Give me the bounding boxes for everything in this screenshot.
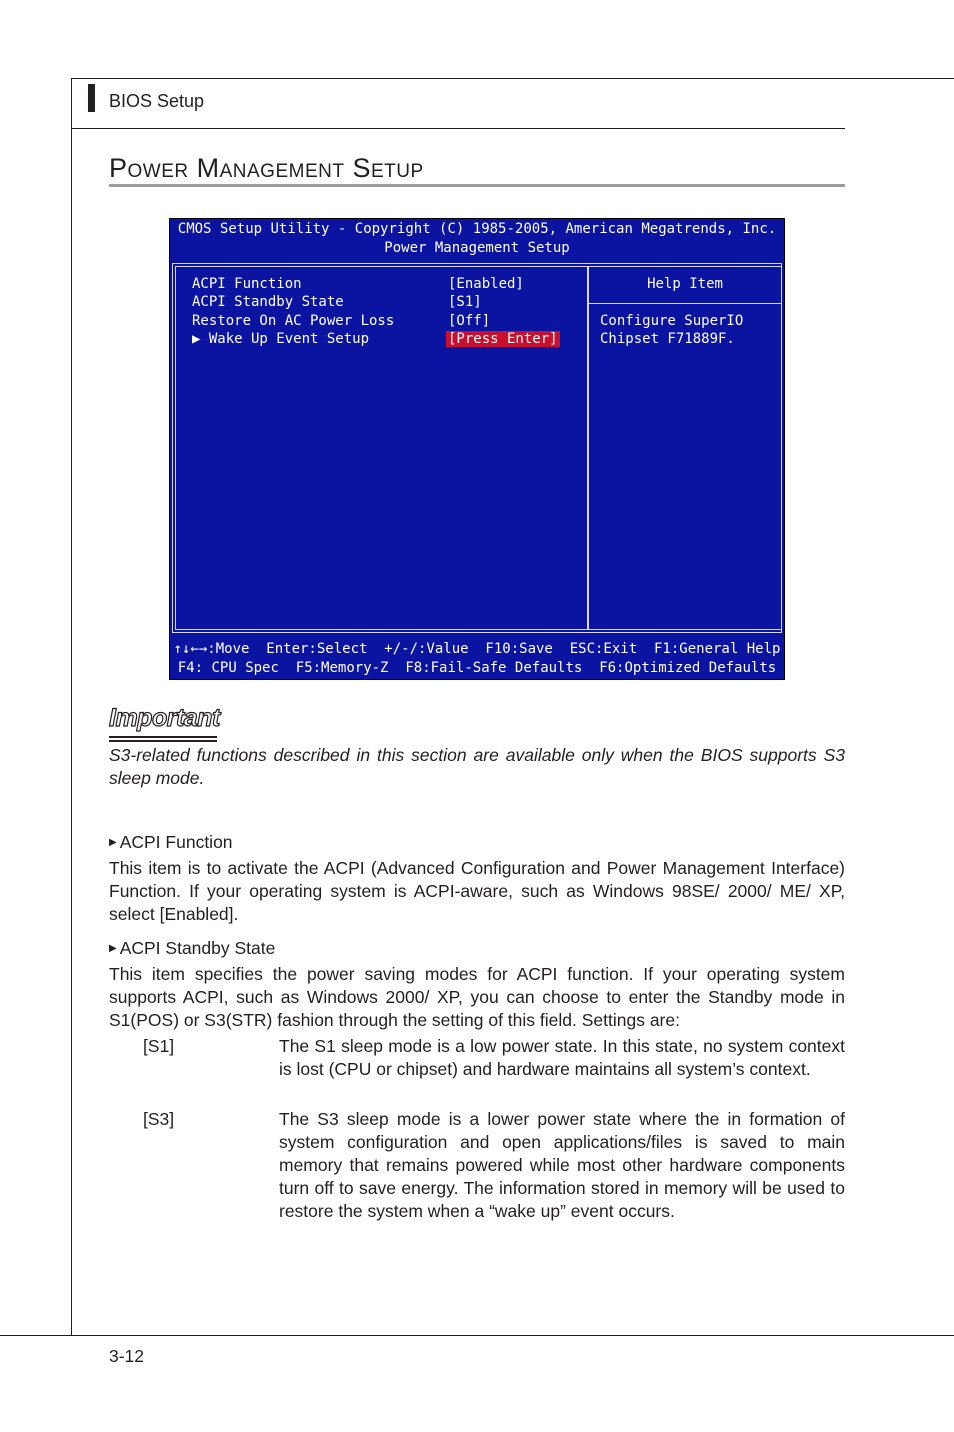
important-heading: Important — [109, 704, 220, 732]
bios-item-value[interactable]: [Off] — [448, 313, 491, 329]
title-underline — [109, 184, 845, 187]
bios-key-legend-1: ↑↓←→:Move Enter:Select +/-/:Value F10:Save ESC:Exit F1:General Help — [173, 641, 781, 657]
bios-item-value[interactable]: [S1] — [448, 294, 482, 310]
option-description: The S1 sleep mode is a low power state. In this state, no system context is lost (CPU or chipset) and hardware maintains all system’s context. — [279, 1036, 845, 1079]
important-underline — [109, 736, 217, 738]
subheading — [109, 832, 233, 853]
subheading-text: ACPI Function — [119, 832, 233, 852]
press-enter-button[interactable]: [Press Enter] — [448, 331, 558, 347]
subheading — [109, 938, 275, 959]
subheading-text: ACPI Standby State — [119, 938, 276, 958]
bios-help-line: Configure SuperIO — [600, 313, 744, 329]
important-underline — [109, 740, 217, 742]
header-bar-mark — [88, 84, 95, 112]
header-rule — [71, 128, 845, 129]
bios-item-label[interactable]: Restore On AC Power Loss — [192, 313, 395, 329]
running-header: BIOS Setup — [109, 91, 205, 111]
bios-item-label[interactable]: ACPI Function — [192, 276, 302, 292]
option-key: [S1] — [143, 1036, 175, 1056]
bios-item-value[interactable]: [Enabled] — [448, 276, 524, 292]
paragraph: This item is to activate the ACPI (Advanced Configuration and Power Management Interface) Function. If your operating system is ACPI-aware, such as Windows 98SE/ 2000/ ME/ XP, select [Enabled]. — [109, 858, 845, 924]
triangle-bullet-icon: ▶ — [109, 837, 117, 848]
option-description: The S3 sleep mode is a lower power state where the in formation of system configuration and open applications/files is saved to main memory that remains powered while most other hardware components turn off to save energy. The information stored in memory will be used to restore the system when a “wake up” event occurs. — [279, 1109, 845, 1221]
footer-rule — [0, 1335, 954, 1336]
bios-screen — [169, 218, 785, 680]
triangle-bullet-icon: ▶ — [109, 943, 117, 954]
left-margin-rule — [71, 78, 72, 1336]
option-key: [S3] — [143, 1109, 175, 1129]
bios-help-title: Help Item — [647, 276, 723, 292]
bios-item-label[interactable]: ACPI Standby State — [192, 294, 344, 310]
bios-item-label[interactable]: ▶ Wake Up Event Setup — [192, 331, 370, 347]
page-title: Power Management Setup — [109, 153, 424, 183]
important-note: S3-related functions described in this section are available only when the BIOS supports S3 sleep mode. — [109, 745, 845, 788]
top-rule — [71, 78, 954, 79]
bios-copyright: CMOS Setup Utility - Copyright (C) 1985-2005, American Megatrends, Inc. — [177, 221, 777, 237]
bios-help-line: Chipset F71889F. — [600, 331, 735, 347]
bios-screen-title: Power Management Setup — [384, 240, 570, 256]
paragraph: This item specifies the power saving modes for ACPI function. If your operating system supports ACPI, such as Windows 2000/ XP, you can choose to enter the Standby mode in S1(POS) or S3(STR) fashion through the setting of this field. Settings are: — [109, 964, 845, 1030]
bios-key-legend-2: F4: CPU Spec F5:Memory-Z F8:Fail-Safe Defaults F6:Optimized Defaults — [177, 660, 777, 676]
page-number: 3-12 — [109, 1346, 145, 1366]
